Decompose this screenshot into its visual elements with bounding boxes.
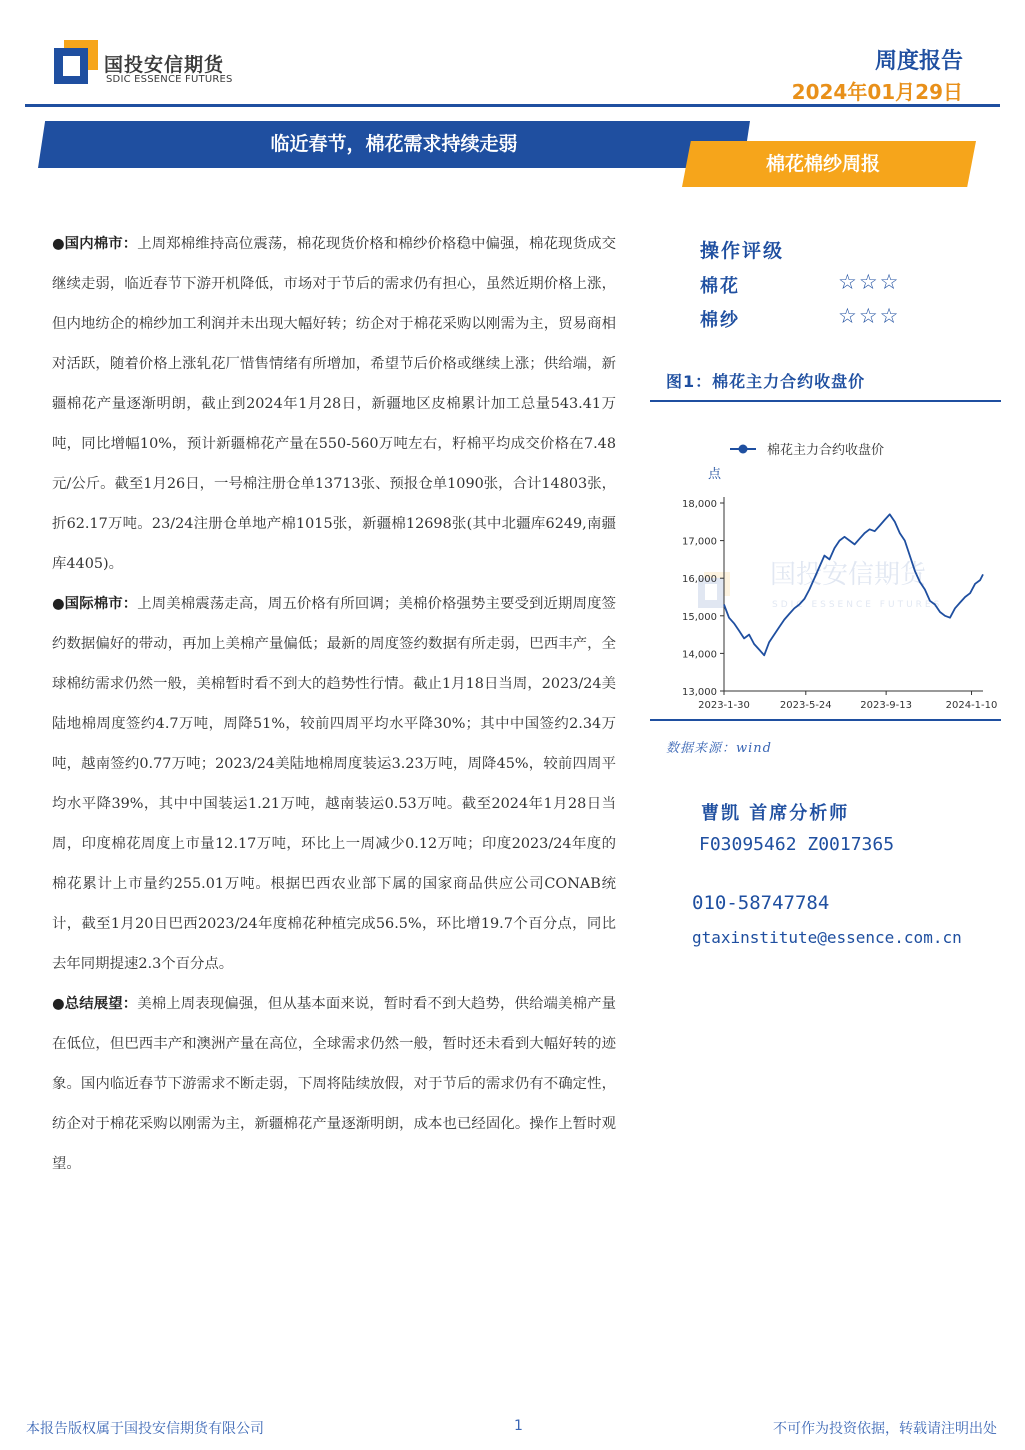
paragraph-domestic [52,224,616,584]
watermark-text-en: SDIC ESSENCE FUTURES [772,600,943,610]
price-chart-svg [650,420,1001,720]
report-title: 临近春节，棉花需求持续走弱 [270,133,518,155]
y-tick-label: 16,000 [682,574,717,586]
paragraph-heading: ●总结展望： [52,995,138,1012]
analyst-name: 曹凯 首席分析师 [701,803,850,824]
chart-legend [730,442,884,458]
rating-title: 操作评级 [700,240,785,262]
report-type: 周度报告 [874,49,963,74]
rating-stars-yarn: ☆☆☆ [838,304,901,328]
paragraph-summary [52,984,616,1184]
x-tick-label: 2023-9-13 [860,700,913,711]
price-chart [650,420,1001,720]
rating-label-yarn: 棉纱 [700,310,740,331]
paragraph-text: 上周郑棉维持高位震荡，棉花现货价格和棉纱价格稳中偏强，棉花现货成交继续走弱，临近春节下游开机降低，市场对于节后的需求仍有担心，虽然近期价格上涨，但内地纺企的棉纱加工利润并未出现大幅好转；纺企对于棉花采购以刚需为主，贸易商相对活跃，随着价格上涨轧花厂惜售情绪有所增加，希望节后价格或继续上涨；供给端，新疆棉花产量逐渐明朗，截止到2024年1月28日，新疆地区皮棉累计加工总量543.41万吨，同比增幅10%，预计新疆棉花产量在550-560万吨左右，籽棉平均成交价格在7.48元/公斤。截至1月26日，一号棉注册仓单13713张、预报仓单1090张，合计14803张，折62.17万吨。23/24注册仓单地产棉1015张，新疆棉12698张(其中北疆库6249,南疆库4405)。 [52,236,616,572]
figure-title: 图1：棉花主力合约收盘价 [666,372,866,391]
x-tick-label: 2023-1-30 [698,700,750,711]
paragraph-heading: ●国内棉市： [52,235,138,252]
company-logo-icon [54,40,98,84]
x-tick-label: 2023-5-24 [779,700,832,711]
legend-marker-icon [739,445,748,454]
y-axis-unit: 点 [708,467,722,482]
main-content [52,224,616,1184]
y-tick-label: 14,000 [682,649,717,661]
paragraph-international [52,584,616,984]
chart-watermark [698,560,942,610]
report-date: 2024年01月29日 [791,80,963,104]
y-tick-label: 13,000 [682,687,717,698]
company-name-en: SDIC ESSENCE FUTURES [106,74,233,85]
legend-label: 棉花主力合约收盘价 [767,443,885,458]
paragraph-heading: ●国际棉市： [52,595,138,612]
watermark-text-cn: 国投安信期货 [770,560,927,590]
contact-phone: 010-58747784 [692,892,830,914]
rating-label-cotton: 棉花 [700,276,740,297]
figure-bottom-rule [650,719,1001,721]
y-tick-label: 17,000 [682,536,717,548]
paragraph-text: 上周美棉震荡走高，周五价格有所回调；美棉价格强势主要受到近期周度签约数据偏好的带动，再加上美棉产量偏低；最新的周度签约数据有所走弱，巴西丰产，全球棉纺需求仍然一般，美棉暂时看不到大的趋势性行情。截止1月18日当周，2023/24美陆地棉周度签约4.7万吨，周降51%，较前四周平均水平降30%；其中中国签约2.34万吨，越南签约0.77万吨；2023/24美陆地棉周度装运3.23万吨，周降45%，较前四周平均水平降39%，其中中国装运1.21万吨，越南装运0.53万吨。截至2024年1月28日当周，印度棉花周度上市量12.17万吨，环比上一周减少0.12万吨；印度2023/24年度的棉花累计上市量约255.01万吨。根据巴西农业部下属的国家商品供应公司CONAB统计，截至1月20日巴西2023/24年度棉花种植完成56.5%，环比增19.7个百分点，同比去年同期提速2.3个百分点。 [52,596,616,972]
figure-top-rule [650,400,1001,402]
data-source: 数据来源：wind [666,741,772,756]
footer-disclaimer: 不可作为投资依据，转载请注明出处 [773,1421,997,1437]
y-tick-label: 15,000 [682,611,717,623]
footer-copyright: 本报告版权属于国投安信期货有限公司 [26,1421,264,1437]
rating-stars-cotton: ☆☆☆ [838,270,901,294]
header-divider [25,104,1000,107]
x-tick-label: 2024-1-10 [945,700,998,711]
analyst-cert: F03095462 Z0017365 [699,834,895,855]
company-name-cn: 国投安信期货 [104,54,225,76]
contact-email[interactable]: gtaxinstitute@essence.com.cn [692,928,962,947]
y-tick-label: 18,000 [682,499,717,510]
paragraph-text: 美棉上周表现偏强，但从基本面来说，暂时看不到大趋势，供给端美棉产量在低位，但巴西丰产和澳洲产量在高位，全球需求仍然一般，暂时还未看到大幅好转的迹象。国内临近春节下游需求不断走弱，下周将陆续放假，对于节后的需求仍有不确定性，纺企对于棉花采购以刚需为主，新疆棉花产量逐渐明朗，成本也已经固化。操作上暂时观望。 [52,996,616,1172]
footer-page-number: 1 [514,1418,523,1434]
page-header [0,0,1025,110]
report-subtitle: 棉花棉纱周报 [766,153,881,175]
